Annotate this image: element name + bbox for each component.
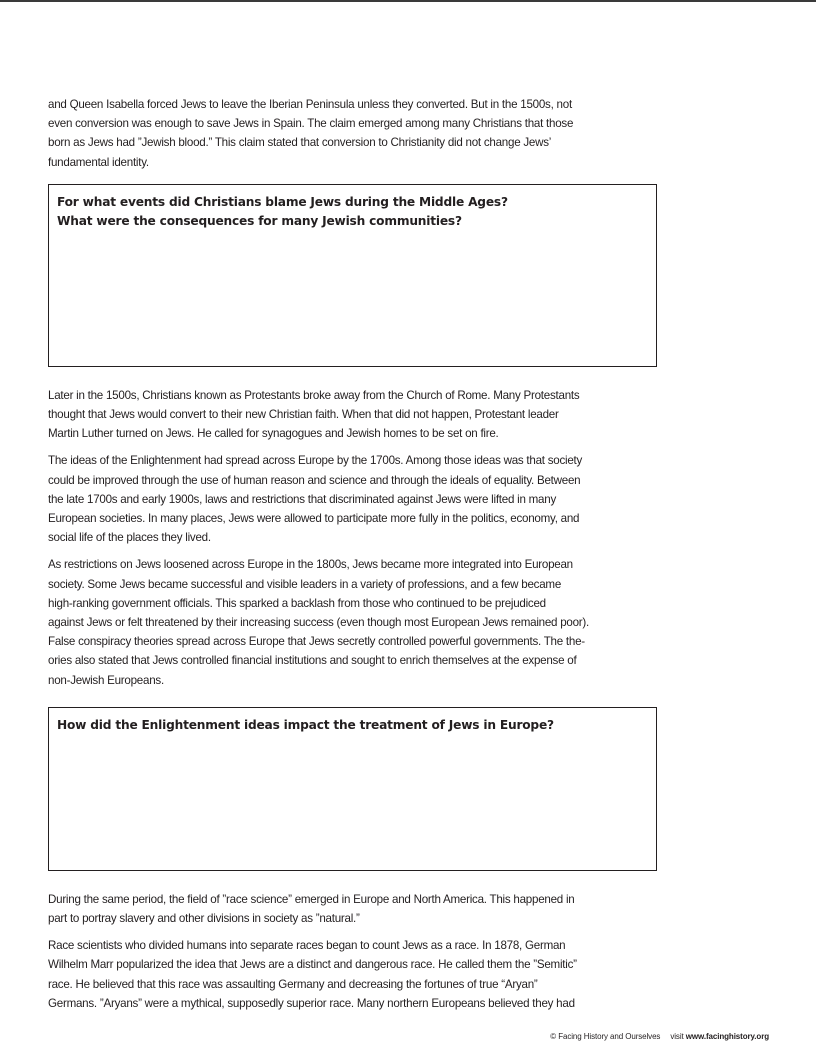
question-middle-ages: For what events did Christians blame Jews during the Middle Ages? What were the consequences for many Jewish communities?	[57, 194, 508, 229]
question-box-middle-ages[interactable]	[48, 184, 657, 367]
paragraph-enlightenment: The ideas of the Enlightenment had spread across Europe by the 1700s. Among those ideas was that society could be improved through the use of human reason and science and through the ideals of equality. Between the late 1700s and early 1900s, laws and restrictions that discriminated against Jews were lifted in many European societies. In many places, Jews were allowed to participate more fully in the politics, economy, and social life of the places they lived.	[48, 454, 583, 545]
paragraph-race-scientists: Race scientists who divided humans into separate races began to count Jews as a race. In 1878, German Wilhelm Marr popularized the idea that Jews are a distinct and dangerous race. He called them the ”Semitic” race. He believed that this race was assaulting Germany and decreasing the fortunes of true “Aryan” Germans. ”Aryans” were a mythical, supposedly superior race. Many northern Europeans believed they had	[48, 939, 577, 1010]
paragraph-protestants: Later in the 1500s, Christians known as Protestants broke away from the Church of Rome. Many Protestants thought that Jews would convert to their new Christian faith. When that did not happen, Protestant leader Martin Luther turned on Jews. He called for synagogues and Jewish homes to be set on fire.	[48, 388, 580, 441]
page-footer	[550, 1032, 769, 1042]
footer-visit-label: visit	[670, 1032, 684, 1041]
paragraph-iberian-expulsion: and Queen Isabella forced Jews to leave the Iberian Peninsula unless they converted. But in the 1500s, not even conversion was enough to save Jews in Spain. The claim emerged among many Christians that those born as Jews had ”Jewish blood.” This claim stated that conversion to Christianity did not change Jews’ fundamental identity.	[48, 98, 574, 169]
paragraph-backlash: As restrictions on Jews loosened across Europe in the 1800s, Jews became more integrated into European society. Some Jews became successful and visible leaders in a variety of professions, and a few became high-ranking government officials. This sparked a backlash from those who continued to be prejudiced against Jews or felt threatened by their increasing success (even though most European Jews remained poor). False conspiracy theories spread across Europe that Jews secretly controlled powerful governments. The the- ories also stated that Jews controlled financial institutions and sought to enrich themselves at the expense of non-Jewish Europeans.	[48, 558, 590, 687]
question-enlightenment: How did the Enlightenment ideas impact the treatment of Jews in Europe?	[57, 717, 554, 732]
footer-website-link[interactable]: www.facinghistory.org	[685, 1032, 769, 1041]
question-box-enlightenment[interactable]	[48, 707, 657, 871]
paragraph-race-science: During the same period, the field of ”race science” emerged in Europe and North America. This happened in part to portray slavery and other divisions in society as ”natural.”	[48, 892, 575, 926]
footer-copyright: © Facing History and Ourselves	[550, 1032, 661, 1041]
top-border	[0, 0, 816, 2]
document-page	[48, 95, 660, 1021]
